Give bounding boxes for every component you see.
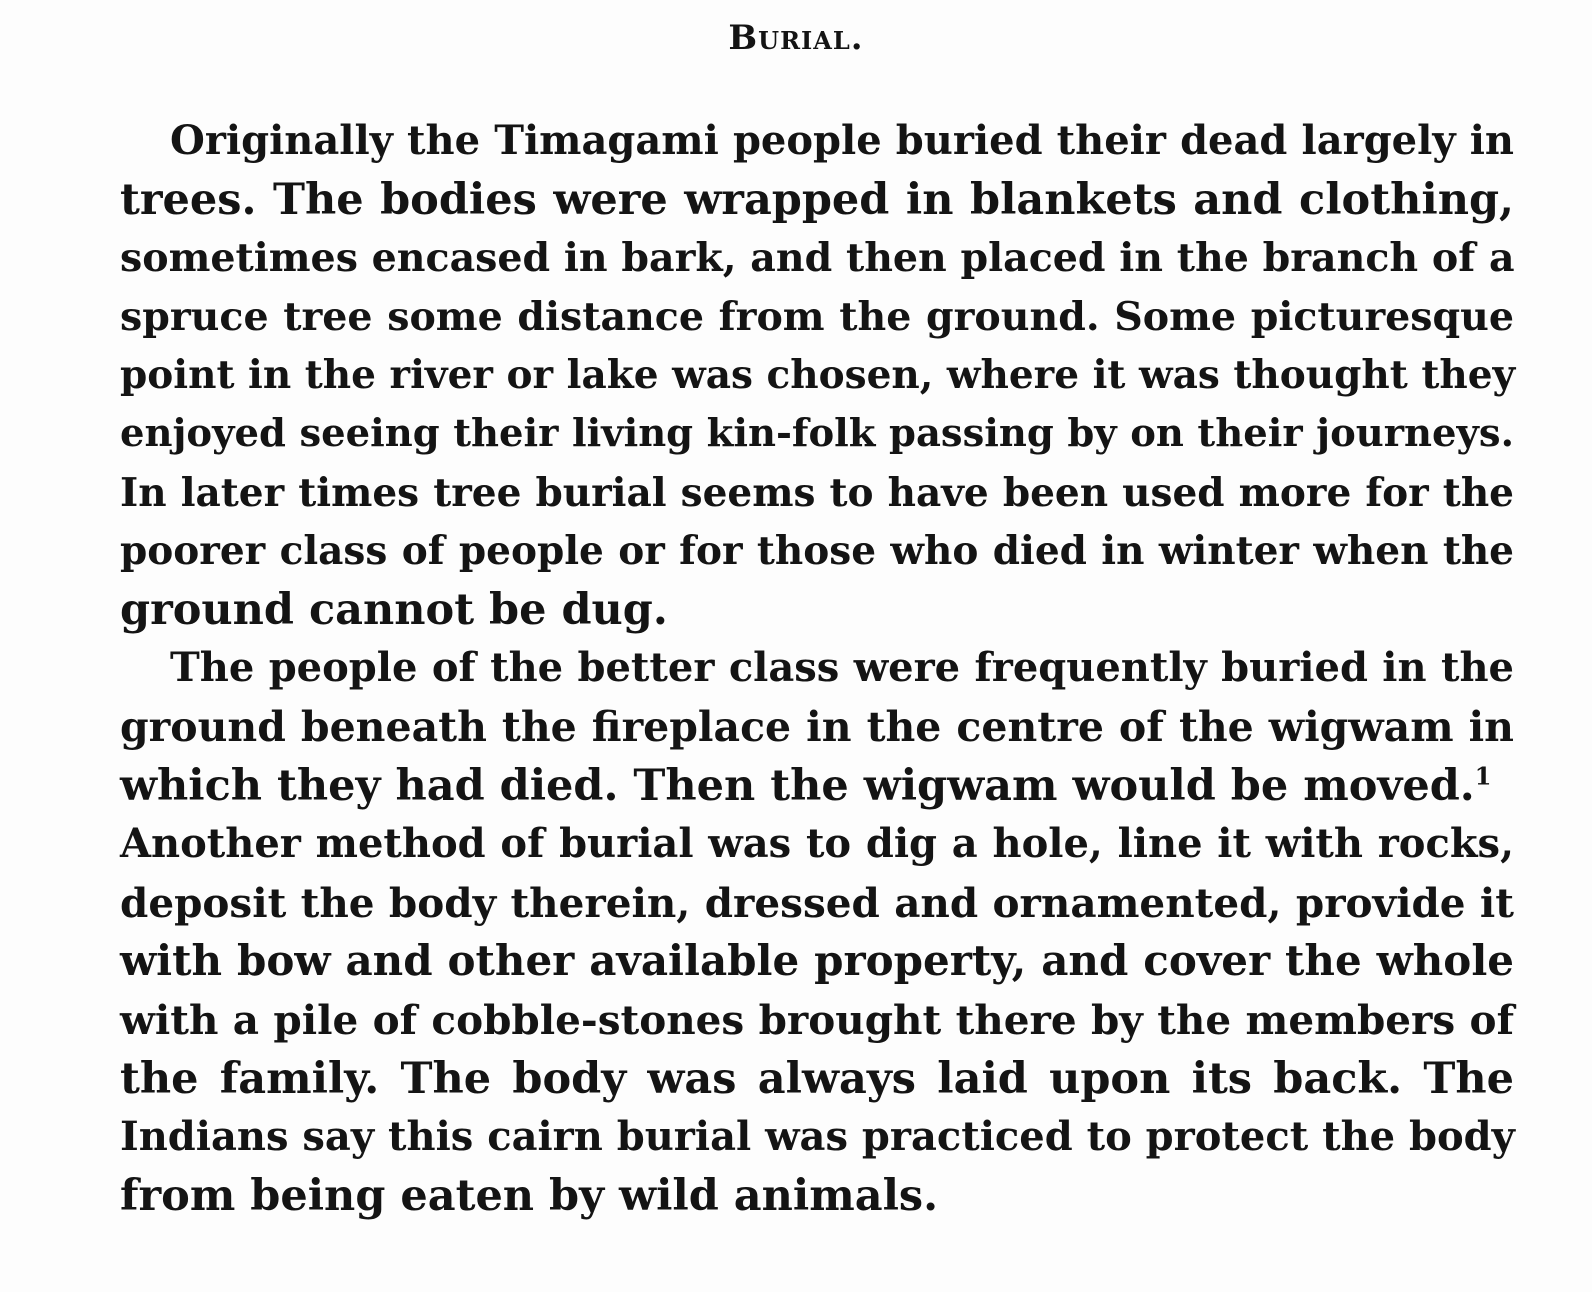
text-line: with a pile of cobble-stones brought there by the members of: [120, 995, 1514, 1044]
text-line: with bow and other available property, and cover the whole: [120, 936, 1514, 986]
text-line: spruce tree some distance from the ground. Some picturesque: [120, 293, 1514, 340]
footnote-reference: 1: [1474, 761, 1492, 791]
text-line: ground beneath the fireplace in the centre of the wigwam in: [120, 702, 1514, 751]
paragraph-1: [120, 112, 1514, 639]
text-line: Another method of burial was to dig a hole, line it with rocks,: [120, 820, 1514, 868]
text-line: Originally the Timagami people buried their dead largely in: [170, 117, 1514, 164]
text-line: The people of the better class were frequently buried in the: [170, 644, 1514, 692]
text-line: point in the river or lake was chosen, where it was thought they: [120, 352, 1516, 399]
text-line: In later times tree burial seems to have been used more for the: [120, 469, 1514, 516]
text-line-with-footnote: [120, 757, 1514, 816]
text-line: the family. The body was always laid upon its back. The: [120, 1053, 1514, 1104]
text-line: poorer class of people or for those who died in winter when the: [120, 528, 1514, 575]
text-line: enjoyed seeing their living kin-folk passing by on their journeys.: [120, 410, 1514, 456]
paragraph-2: [120, 639, 1514, 1225]
text-line: ground cannot be dug.: [120, 584, 668, 635]
text-line: trees. The bodies were wrapped in blankets and clothing,: [120, 174, 1514, 225]
text-line: from being eaten by wild animals.: [120, 1170, 939, 1221]
section-heading: Burial.: [728, 18, 864, 58]
text-line: deposit the body therein, dressed and ornamented, provide it: [120, 878, 1514, 927]
body-text: [120, 112, 1514, 1225]
text-line: sometimes encased in bark, and then placed in the branch of a: [120, 235, 1515, 282]
text-line: which they had died. Then the wigwam would be moved.: [120, 760, 1475, 811]
text-line: Indians say this cairn burial was practiced to protect the body: [120, 1113, 1515, 1161]
